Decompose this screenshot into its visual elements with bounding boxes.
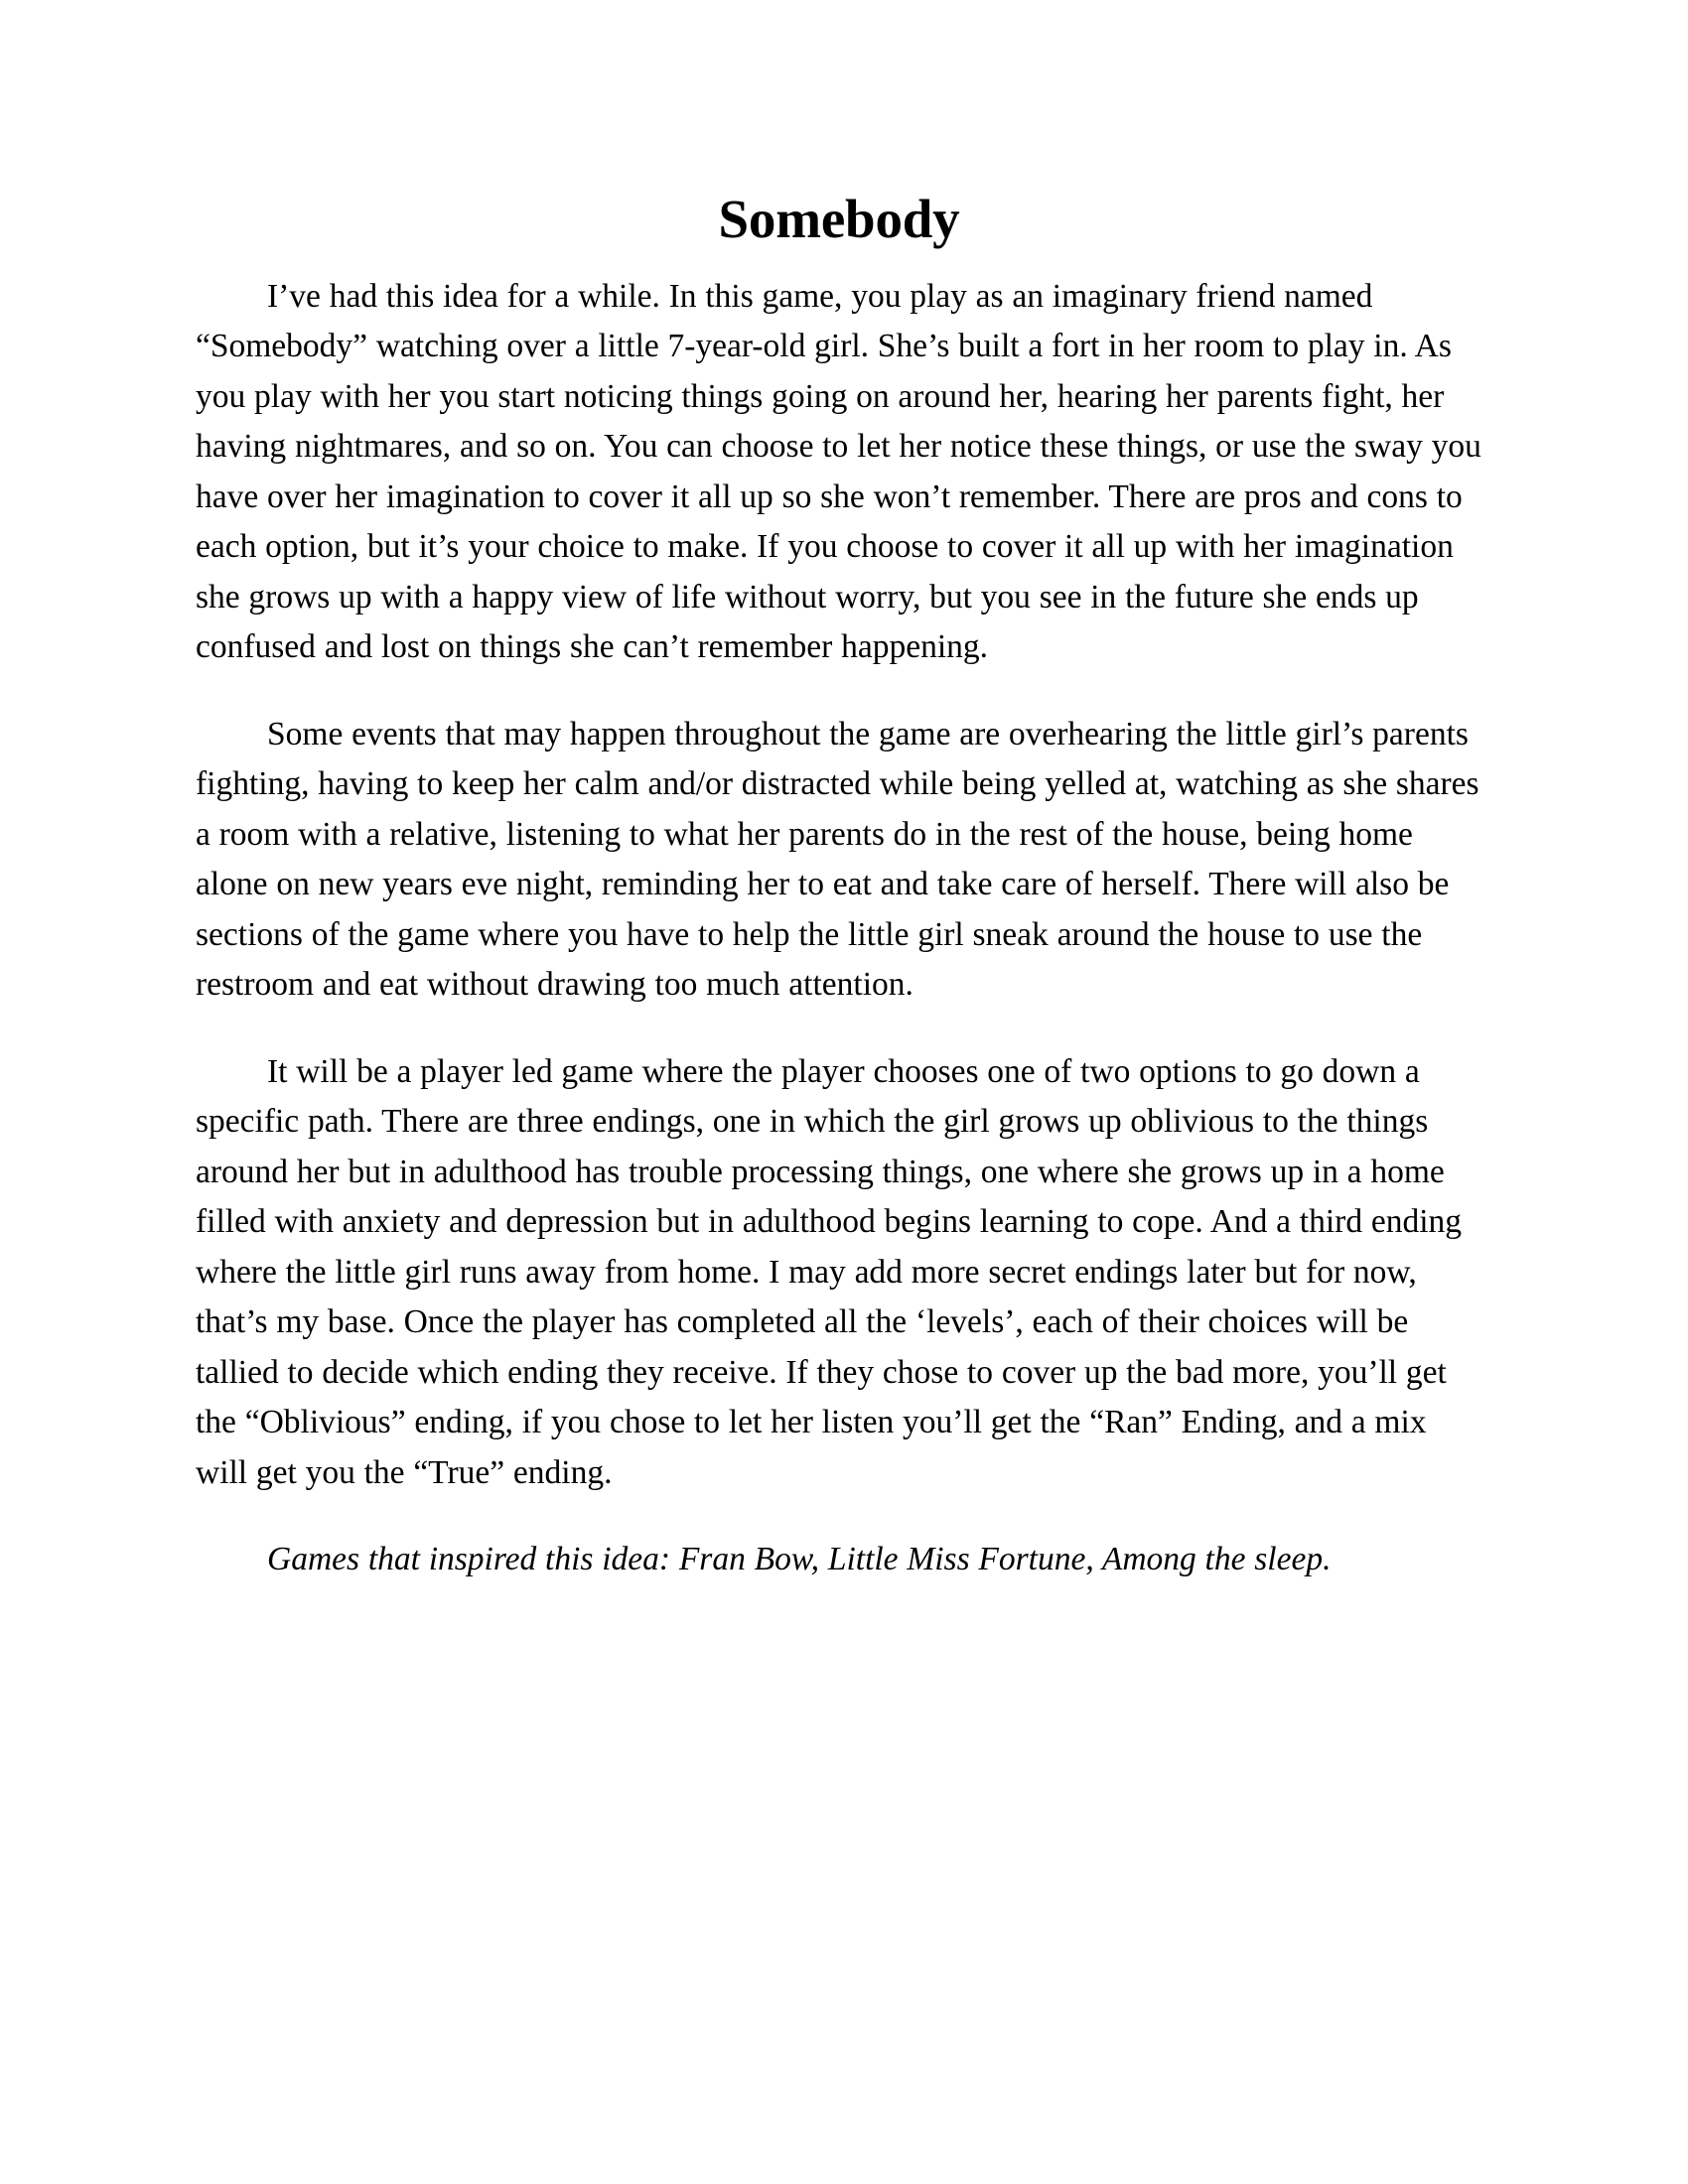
paragraph-events: Some events that may happen throughout the game are overhearing the little girl’s parents fighting, having to keep her calm and/or distracted while being yelled at, watching as she shares a room with a relative, listening to what her parents do in the rest of the house, being home alone on new years eve night, reminding her to eat and take care of herself. There will also be sections of the game where you have to help the little girl sneak around the house to use the restroom and eat without drawing too much attention. bbox=[196, 715, 1479, 1004]
page-title: Somebody bbox=[718, 189, 960, 249]
paragraph-intro: I’ve had this idea for a while. In this game, you play as an imaginary friend named “Somebody” watching over a little 7-year-old girl. She’s built a fort in her room to play in. As you play with her you start noticing things going on around her, hearing her parents fight, her having nightmares, and so on. You can choose to let her notice these things, or use the sway you have over her imagination to cover it all up so she won’t remember. There are pros and cons to each option, but it’s your choice to make. If you choose to cover it all up with her imagination she grows up with a happy view of life without worry, but you see in the future she ends up confused and lost on things she can’t remember happening. bbox=[196, 277, 1481, 666]
paragraph-endings: It will be a player led game where the player chooses one of two options to go down a specific path. There are three endings, one in which the girl grows up oblivious to the things around her but in adulthood has trouble processing things, one where she grows up in a home filled with anxiety and depression but in adulthood begins learning to cope. And a third ending where the little girl runs away from home. I may add more secret endings later but for now, that’s my base. Once the player has completed all the ‘levels’, each of their choices will be tallied to decide which ending they receive. If they chose to cover up the bad more, you’ll get the “Oblivious” ending, if you chose to let her listen you’ll get the “Ran” Ending, and a mix will get you the “True” ending. bbox=[196, 1052, 1463, 1491]
paragraph-inspirations: Games that inspired this idea: Fran Bow, Little Miss Fortune, Among the sleep. bbox=[267, 1541, 1332, 1578]
document-body bbox=[196, 189, 1482, 1585]
